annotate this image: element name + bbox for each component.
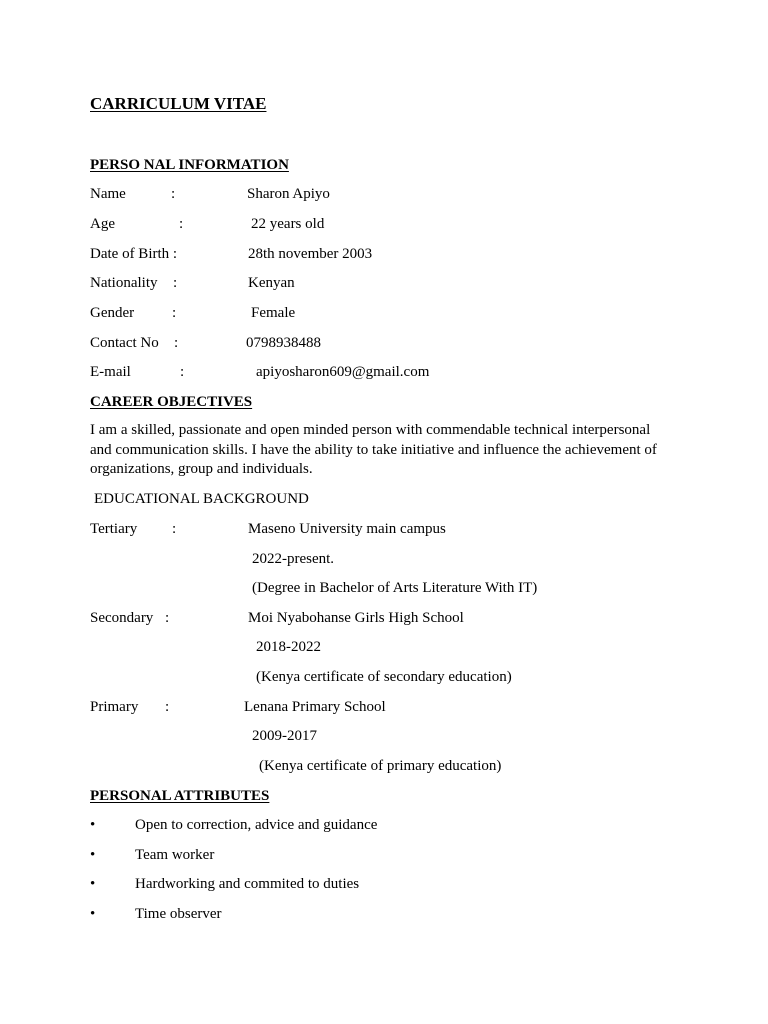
email-label: E-mail bbox=[90, 364, 131, 380]
contact-label: Contact No bbox=[90, 335, 159, 351]
bullet-icon: • bbox=[90, 876, 96, 892]
nationality-value: Kenyan bbox=[248, 275, 295, 291]
secondary-school: Moi Nyabohanse Girls High School bbox=[248, 610, 464, 626]
nationality-colon: : bbox=[173, 275, 178, 291]
secondary-label: Secondary bbox=[90, 610, 154, 626]
secondary-award: (Kenya certificate of secondary education) bbox=[256, 669, 512, 685]
name-label: Name bbox=[90, 186, 126, 202]
contact-value: 0798938488 bbox=[246, 335, 321, 351]
email-colon: : bbox=[180, 364, 185, 380]
gender-label: Gender bbox=[90, 305, 135, 321]
secondary-colon: : bbox=[165, 610, 170, 626]
tertiary-award: (Degree in Bachelor of Arts Literature With IT) bbox=[252, 580, 538, 596]
nationality-label: Nationality bbox=[90, 275, 158, 291]
attribute-item: Open to correction, advice and guidance bbox=[135, 817, 378, 833]
tertiary-school: Maseno University main campus bbox=[248, 521, 446, 537]
career-objectives-heading: CAREER OBJECTIVES bbox=[90, 394, 253, 410]
primary-colon: : bbox=[165, 699, 170, 715]
age-value: 22 years old bbox=[251, 216, 325, 232]
bullet-icon: • bbox=[90, 847, 96, 863]
document-title: CARRICULUM VITAE bbox=[90, 94, 267, 113]
secondary-years: 2018-2022 bbox=[256, 639, 321, 655]
age-label: Age bbox=[90, 216, 115, 232]
age-colon: : bbox=[179, 216, 184, 232]
dob-label: Date of Birth : bbox=[90, 246, 178, 262]
email-value: apiyosharon609@gmail.com bbox=[256, 364, 430, 380]
attribute-item: Hardworking and commited to duties bbox=[135, 876, 360, 892]
career-objectives-text: I am a skilled, passionate and open minded person with commendable technical interpersonal and communication skills. I have the ability to take initiative and influence the achievement of organizations, group and individuals. bbox=[90, 422, 657, 477]
bullet-icon: • bbox=[90, 817, 96, 833]
primary-school: Lenana Primary School bbox=[244, 699, 386, 715]
bullet-icon: • bbox=[90, 906, 96, 922]
name-value: Sharon Apiyo bbox=[247, 186, 330, 202]
gender-value: Female bbox=[251, 305, 296, 321]
personal-attributes-heading: PERSONAL ATTRIBUTES bbox=[90, 788, 270, 804]
attribute-item: Time observer bbox=[135, 906, 222, 922]
name-colon: : bbox=[171, 186, 176, 202]
contact-colon: : bbox=[174, 335, 179, 351]
primary-award: (Kenya certificate of primary education) bbox=[259, 758, 502, 774]
attribute-item: Team worker bbox=[135, 847, 215, 863]
tertiary-label: Tertiary bbox=[90, 521, 138, 537]
tertiary-colon: : bbox=[172, 521, 177, 537]
primary-label: Primary bbox=[90, 699, 139, 715]
primary-years: 2009-2017 bbox=[252, 728, 317, 744]
tertiary-years: 2022-present. bbox=[252, 551, 335, 567]
gender-colon: : bbox=[172, 305, 177, 321]
education-heading: EDUCATIONAL BACKGROUND bbox=[94, 491, 309, 507]
dob-value: 28th november 2003 bbox=[248, 246, 373, 262]
personal-info-heading: PERSO NAL INFORMATION bbox=[90, 157, 289, 173]
